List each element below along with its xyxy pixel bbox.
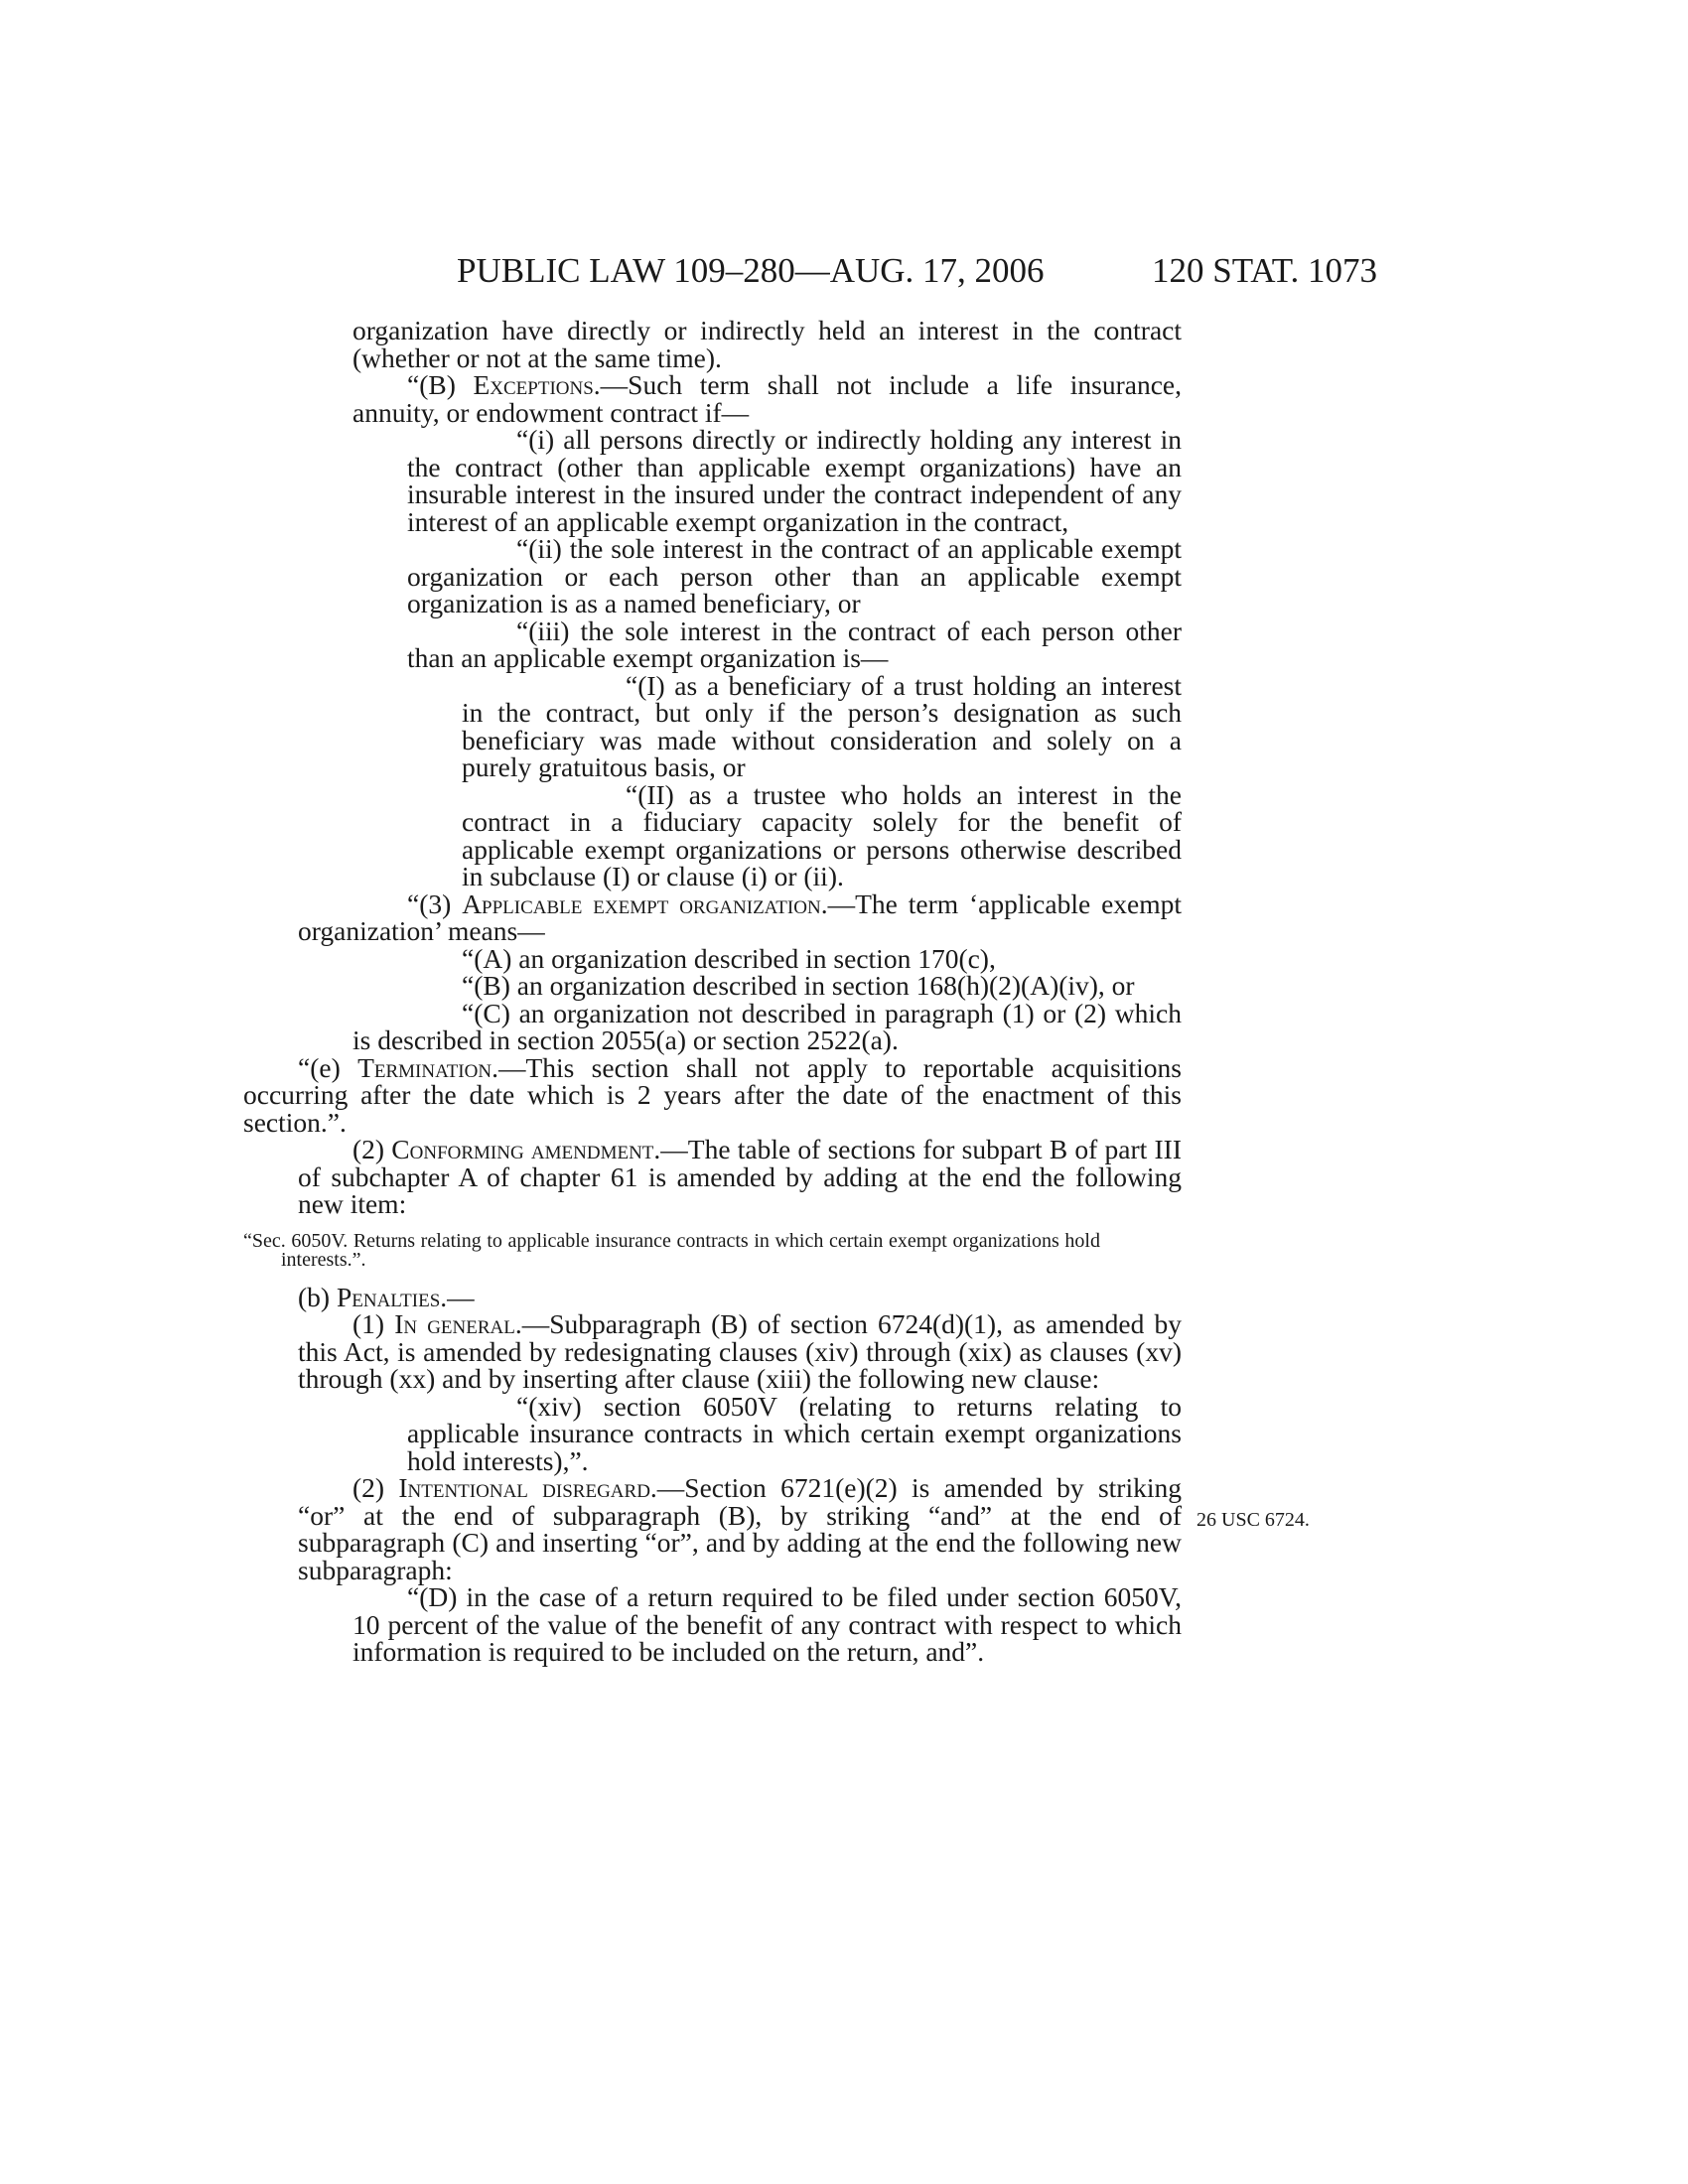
- clause-ii: “(ii) the sole interest in the contract of an applicable exempt organization or each person other than an applicable exempt organization is as a named beneficiary, or: [407, 533, 1182, 618]
- page-header: [0, 246, 1688, 296]
- subparagraph-A: “(A) an organization described in section 170(c),: [462, 942, 996, 974]
- clause-i: “(i) all persons directly or indirectly holding any interest in the contract (other than applicable exempt organizations) have an insurable interest in the insured under the contract independent of any interest of an applicable exempt organization in the contract,: [407, 424, 1182, 537]
- document-body: [243, 315, 1183, 1667]
- table-of-sections-entry: “Sec. 6050V. Returns relating to applicable insurance contracts in which certain exempt organizations hold interests.”.: [243, 1229, 1100, 1271]
- paragraph-conforming-amendment: (2) Conforming amendment.—The table of sections for subpart B of part III of subchapter A of chapter 61 is amended by adding at the end the following new item:: [298, 1134, 1182, 1219]
- clause-iii: “(iii) the sole interest in the contract of each person other than an applicable exempt organization is—: [407, 614, 1182, 673]
- paragraph-intentional-disregard: (2) Intentional disregard.—Section 6721(e)(2) is amended by striking “or” at the end of subparagraph (B), by striking “and” at the end of subparagraph (C) and inserting “or”, and by adding at the end the following new subparagraph:: [298, 1472, 1182, 1585]
- running-head-title: PUBLIC LAW 109–280—AUG. 17, 2006: [457, 251, 1045, 290]
- subclause-I: “(I) as a beneficiary of a trust holding an interest in the contract, but only if the person’s designation as such beneficiary was made without consideration and solely on a purely gratuitous basis, or: [462, 669, 1182, 782]
- subparagraph-B: “(B) an organization described in section 168(h)(2)(A)(iv), or: [462, 970, 1135, 1001]
- paragraph-applicable-exempt-organization: “(3) Applicable exempt organization.—The term ‘applicable exempt organization’ means—: [298, 887, 1183, 946]
- paragraph-termination: “(e) Termination.—This section shall not apply to reportable acquisitions occurring after the date which is 2 years after the date of the enactment of this section.”.: [243, 1051, 1182, 1138]
- paragraph-in-general: (1) In general.—Subparagraph (B) of section 6724(d)(1), as amended by this Act, is amended by redesignating clauses (xiv) through (xix) as clauses (xv) through (xx) and by inserting after clause (xiii) the following new clause:: [298, 1308, 1182, 1394]
- new-clause-xiv: “(xiv) section 6050V (relating to returns relating to applicable insurance contracts in which certain exempt organizations hold interests),”.: [407, 1390, 1182, 1476]
- statute-page-number: 120 STAT. 1073: [1152, 251, 1377, 290]
- new-subparagraph-D: “(D) in the case of a return required to be filed under section 6050V, 10 percent of the value of the benefit of any contract with respect to which information is required to be included on the return, and”.: [352, 1581, 1182, 1667]
- paragraph-continuation: organization have directly or indirectly held an interest in the contract (whether or not at the same time).: [352, 315, 1182, 373]
- paragraph-exceptions: “(B) Exceptions.—Such term shall not include a life insurance, annuity, or endowment contract if—: [352, 369, 1182, 428]
- paragraph-penalties: (b) Penalties.—: [298, 1281, 475, 1312]
- subparagraph-C: “(C) an organization not described in paragraph (1) or (2) which is described in section 2055(a) or section 2522(a).: [352, 997, 1182, 1055]
- subclause-II: “(II) as a trustee who holds an interest in the contract in a fiduciary capacity solely for the benefit of applicable exempt organizations or persons otherwise described in subclause (I) or clause (i) or (ii).: [462, 778, 1182, 891]
- margin-citation: 26 USC 6724.: [1196, 1509, 1310, 1531]
